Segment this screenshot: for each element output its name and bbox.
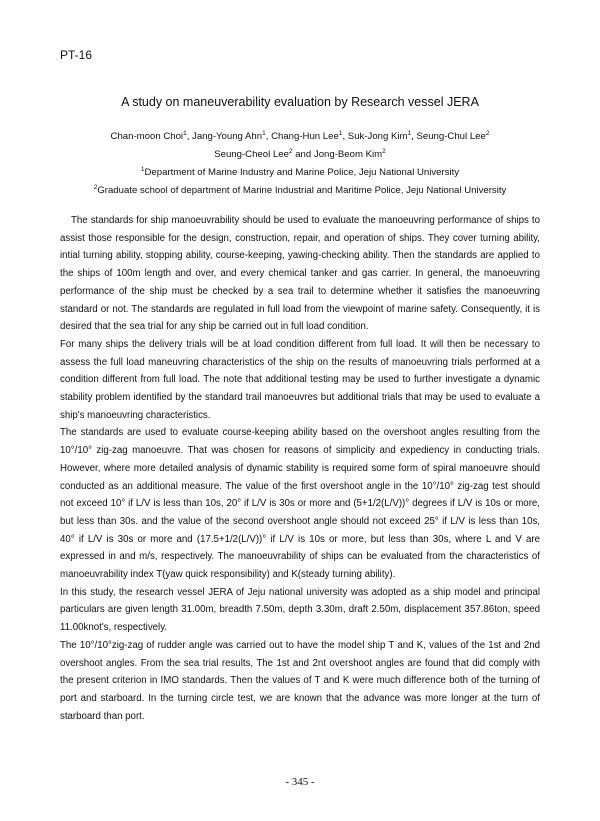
paragraph: The standards for ship manoeuvrability should be used to evaluate the manoeuvring performance of ships to assist those responsible for the design, construction, repair, and operation of ships. They cover turning ability, intial turning ability, stopping ability, course-keeping, yawing-checking ability. Then the standards are applied to the ships of 100m length and over, and every chemical tanker and gas carrier. In general, the manoeuvring performance of the ship must be checked by a sea trail to determine whether it satisfies the manoeuvring standard or not. The standards are regulated in full load from the viewpoint of marine safety. Consequently, it is desired that the sea trial for any ship be carried out in full load condition. xyxy=(60,215,540,333)
author-affiliation-mark: 1 xyxy=(183,129,187,137)
affiliation-mark: 2 xyxy=(93,183,98,191)
affiliation-mark: 1 xyxy=(140,165,145,173)
author: Jang-Young Ahn xyxy=(192,131,263,142)
paragraph: The 10°/10°zig-zag of rudder angle was carried out to have the model ship T and K, values of the 1st and 2nd overshoot angles. From the sea trial results, The 1st and 2nt overshoot angles are found that did comply with the present criterion in IMO standards. Then the values of T and K were much difference both of the turning of port and starboard. In the turning circle test, we are known that the advance was more longer at the turn of starboard than port. xyxy=(60,639,540,722)
page-identifier: PT-16 xyxy=(60,48,93,62)
author-line-2 xyxy=(60,146,540,164)
author-affiliation-mark: 1 xyxy=(338,129,343,137)
affiliation-text: Department of Marine Industry and Marine Police, Jeju National University xyxy=(144,167,460,178)
abstract-body xyxy=(60,212,540,725)
author: Suk-Jong Kim xyxy=(347,131,408,142)
author: Jong-Beom Kim xyxy=(313,149,383,160)
authors-block xyxy=(60,128,540,200)
paragraph: The standards are used to evaluate course-keeping ability based on the overshoot angles resulting from the 10°/10° zig-zag manoeuvre. That was chosen for reasons of simplicity and expediency in conducting trials. However, where more detailed analysis of dynamic stability is required some form of spiral manoeuvre should conducted as an additional measure. The value of the first overshoot angle in the 10°/10° zig-zag test should not exceed 10° if L/V is less than 10s, 20° if L/V is 30s or more and (5+1/2(L/V))° degrees if L/V is 10s or more, but less than 30s. and the value of the second overshoot angle should not exceed 25° if L/V is less than 10s, 40° if L/V is 30s or more and (17.5+1/2(L/V))° if L/V is 10s or more, but less than 30s, where L and V are expressed in and m/s, respectively. The manoeuvrability of ships can be evaluated from the characteristics of manoeuvrability index T(yaw quick responsibility) and K(steady turning ability). xyxy=(60,427,540,581)
author-affiliation-mark: 1 xyxy=(262,129,266,137)
author-affiliation-mark: 2 xyxy=(485,129,490,137)
author: Chang-Hun Lee xyxy=(271,131,339,142)
paragraph: In this study, the research vessel JERA of Jeju national university was adopted as a ship model and principal particulars are given length 31.00m, breadth 7.50m, depth 3.30m, draft 2.50m, displacement 357.86ton, speed 11.00knot's, respectively. xyxy=(60,586,540,634)
author: Seung-Cheol Lee xyxy=(214,149,289,160)
author-affiliation-mark: 1 xyxy=(407,129,412,137)
paragraph: For many ships the delivery trials will be at load condition different from full load. It will then be necessary to assess the full load maneuvring characteristics of the ship on the results of manoeuvring trials performed at a condition different from full load. The note that additional testing may be used to further investigate a dynamic stability problem identified by the standard trail manoeuvres but additional trials that may be used to evaluate a ship's manoeuvring characteristics. xyxy=(60,338,540,421)
author-separator: , xyxy=(342,131,348,142)
author-separator: , xyxy=(186,131,193,142)
author-separator: , xyxy=(411,131,417,142)
paper-title: A study on maneuverability evaluation by Research vessel JERA xyxy=(121,95,479,109)
affiliation-1 xyxy=(60,164,540,182)
author-separator: , xyxy=(265,131,272,142)
affiliation-text: Graduate school of department of Marine Industrial and Maritime Police, Jeju National University xyxy=(97,185,507,196)
author-affiliation-mark: 2 xyxy=(288,147,293,155)
affiliation-2 xyxy=(60,182,540,200)
author: Chan-moon Choi xyxy=(110,131,184,142)
author-line-1 xyxy=(60,128,540,146)
author: Seung-Chul Lee xyxy=(416,131,486,142)
author-affiliation-mark: 2 xyxy=(382,147,386,155)
author-conjunction: and xyxy=(292,149,314,160)
page-number: - 345 - xyxy=(285,776,315,788)
